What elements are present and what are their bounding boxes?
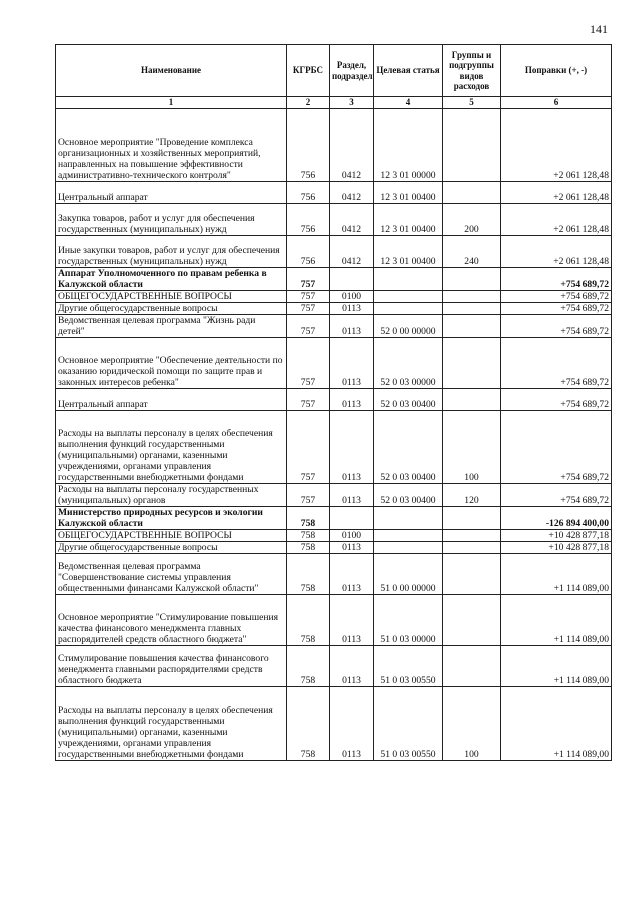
row-kgrbs-cell: 758 bbox=[287, 530, 330, 542]
column-number: 5 bbox=[443, 97, 501, 109]
table-row bbox=[56, 182, 612, 204]
header-target-item: Целевая статья bbox=[374, 45, 443, 97]
table-row bbox=[56, 204, 612, 236]
row-amount-cell: +754 689,72 bbox=[501, 338, 612, 389]
column-number: 4 bbox=[374, 97, 443, 109]
row-kgrbs-cell: 757 bbox=[287, 411, 330, 484]
row-amount-cell: +1 114 089,00 bbox=[501, 687, 612, 761]
row-amount-cell: +754 689,72 bbox=[501, 291, 612, 303]
row-name-cell: Расходы на выплаты персоналу в целях обеспечения выполнения функций государственными (муниципальными) органами, казенными учреждениями, органами управления государственными внебюджетными фондами bbox=[56, 687, 287, 761]
row-section-cell: 0412 bbox=[330, 182, 374, 204]
row-section-cell: 0113 bbox=[330, 646, 374, 687]
column-number: 3 bbox=[330, 97, 374, 109]
row-amount-cell: +2 061 128,48 bbox=[501, 204, 612, 236]
row-amount-cell: +10 428 877,18 bbox=[501, 542, 612, 554]
row-section-cell: 0113 bbox=[330, 389, 374, 411]
row-target-item-cell: 52 0 00 00000 bbox=[374, 315, 443, 338]
row-expense-group-cell bbox=[443, 182, 501, 204]
row-name-cell: Ведомственная целевая программа "Совершенствование системы управления общественными финансами Калужской области" bbox=[56, 554, 287, 595]
row-section-cell bbox=[330, 268, 374, 291]
row-kgrbs-cell: 758 bbox=[287, 646, 330, 687]
row-amount-cell: +754 689,72 bbox=[501, 411, 612, 484]
row-expense-group-cell: 100 bbox=[443, 687, 501, 761]
row-expense-group-cell bbox=[443, 109, 501, 182]
table-row bbox=[56, 268, 612, 291]
row-kgrbs-cell: 758 bbox=[287, 554, 330, 595]
table-row bbox=[56, 595, 612, 646]
row-section-cell: 0113 bbox=[330, 542, 374, 554]
header-kgrbs: КГРБС bbox=[287, 45, 330, 97]
row-expense-group-cell bbox=[443, 646, 501, 687]
row-expense-group-cell bbox=[443, 291, 501, 303]
row-kgrbs-cell: 756 bbox=[287, 204, 330, 236]
row-section-cell: 0113 bbox=[330, 484, 374, 507]
table-row bbox=[56, 554, 612, 595]
row-kgrbs-cell: 758 bbox=[287, 595, 330, 646]
column-number-row bbox=[56, 97, 612, 109]
header-row bbox=[56, 45, 612, 97]
table-row bbox=[56, 109, 612, 182]
row-target-item-cell: 52 0 03 00000 bbox=[374, 338, 443, 389]
column-number: 6 bbox=[501, 97, 612, 109]
row-name-cell: Основное мероприятие "Стимулирование повышения качества финансового менеджмента главных распорядителей средств областного бюджета" bbox=[56, 595, 287, 646]
row-target-item-cell bbox=[374, 530, 443, 542]
row-expense-group-cell: 200 bbox=[443, 204, 501, 236]
row-expense-group-cell bbox=[443, 554, 501, 595]
table-row bbox=[56, 646, 612, 687]
row-kgrbs-cell: 757 bbox=[287, 484, 330, 507]
header-section: Раздел, подраздел bbox=[330, 45, 374, 97]
row-target-item-cell: 12 3 01 00000 bbox=[374, 109, 443, 182]
row-amount-cell: +1 114 089,00 bbox=[501, 646, 612, 687]
row-name-cell: ОБЩЕГОСУДАРСТВЕННЫЕ ВОПРОСЫ bbox=[56, 530, 287, 542]
row-section-cell: 0412 bbox=[330, 236, 374, 268]
row-amount-cell: +1 114 089,00 bbox=[501, 554, 612, 595]
table-row bbox=[56, 411, 612, 484]
row-target-item-cell: 12 3 01 00400 bbox=[374, 182, 443, 204]
row-expense-group-cell: 100 bbox=[443, 411, 501, 484]
table-row bbox=[56, 291, 612, 303]
table-row bbox=[56, 687, 612, 761]
row-expense-group-cell bbox=[443, 303, 501, 315]
row-expense-group-cell bbox=[443, 338, 501, 389]
row-kgrbs-cell: 757 bbox=[287, 268, 330, 291]
row-kgrbs-cell: 758 bbox=[287, 507, 330, 530]
row-kgrbs-cell: 756 bbox=[287, 109, 330, 182]
row-name-cell: Основное мероприятие "Обеспечение деятельности по оказанию юридической помощи по защите прав и законных интересов ребенка" bbox=[56, 338, 287, 389]
row-amount-cell: +754 689,72 bbox=[501, 315, 612, 338]
table-row bbox=[56, 542, 612, 554]
column-number: 1 bbox=[56, 97, 287, 109]
row-expense-group-cell bbox=[443, 530, 501, 542]
row-target-item-cell: 52 0 03 00400 bbox=[374, 484, 443, 507]
budget-amendments-table bbox=[55, 44, 612, 761]
row-expense-group-cell: 120 bbox=[443, 484, 501, 507]
row-section-cell: 0412 bbox=[330, 204, 374, 236]
row-expense-group-cell bbox=[443, 389, 501, 411]
row-target-item-cell bbox=[374, 291, 443, 303]
row-kgrbs-cell: 758 bbox=[287, 542, 330, 554]
row-amount-cell: +754 689,72 bbox=[501, 484, 612, 507]
table-row bbox=[56, 236, 612, 268]
row-target-item-cell bbox=[374, 507, 443, 530]
row-name-cell: Ведомственная целевая программа "Жизнь ради детей" bbox=[56, 315, 287, 338]
header-expense-group: Группы и подгруппы видов расходов bbox=[443, 45, 501, 97]
row-section-cell: 0113 bbox=[330, 687, 374, 761]
row-expense-group-cell bbox=[443, 507, 501, 530]
row-target-item-cell: 51 0 03 00550 bbox=[374, 646, 443, 687]
row-target-item-cell: 51 0 03 00000 bbox=[374, 595, 443, 646]
row-target-item-cell: 12 3 01 00400 bbox=[374, 204, 443, 236]
row-expense-group-cell bbox=[443, 315, 501, 338]
row-target-item-cell: 51 0 00 00000 bbox=[374, 554, 443, 595]
row-expense-group-cell bbox=[443, 542, 501, 554]
row-name-cell: Стимулирование повышения качества финансового менеджмента главными распорядителями средств областного бюджета bbox=[56, 646, 287, 687]
row-amount-cell: +10 428 877,18 bbox=[501, 530, 612, 542]
row-amount-cell: +754 689,72 bbox=[501, 268, 612, 291]
row-amount-cell: +754 689,72 bbox=[501, 303, 612, 315]
row-target-item-cell bbox=[374, 268, 443, 291]
row-amount-cell: +754 689,72 bbox=[501, 389, 612, 411]
row-amount-cell: +2 061 128,48 bbox=[501, 236, 612, 268]
table-row bbox=[56, 484, 612, 507]
row-section-cell: 0100 bbox=[330, 291, 374, 303]
row-name-cell: Другие общегосударственные вопросы bbox=[56, 542, 287, 554]
row-name-cell: Расходы на выплаты персоналу государственных (муниципальных) органов bbox=[56, 484, 287, 507]
row-amount-cell: -126 894 400,00 bbox=[501, 507, 612, 530]
row-section-cell: 0100 bbox=[330, 530, 374, 542]
column-number: 2 bbox=[287, 97, 330, 109]
row-kgrbs-cell: 757 bbox=[287, 291, 330, 303]
row-expense-group-cell bbox=[443, 595, 501, 646]
table-row bbox=[56, 315, 612, 338]
row-name-cell: Министерство природных ресурсов и экологии Калужской области bbox=[56, 507, 287, 530]
table-row bbox=[56, 507, 612, 530]
row-expense-group-cell bbox=[443, 268, 501, 291]
table-row bbox=[56, 530, 612, 542]
row-section-cell: 0113 bbox=[330, 303, 374, 315]
row-kgrbs-cell: 758 bbox=[287, 687, 330, 761]
row-section-cell: 0113 bbox=[330, 411, 374, 484]
row-kgrbs-cell: 757 bbox=[287, 389, 330, 411]
row-target-item-cell: 51 0 03 00550 bbox=[374, 687, 443, 761]
row-name-cell: Центральный аппарат bbox=[56, 389, 287, 411]
row-name-cell: Другие общегосударственные вопросы bbox=[56, 303, 287, 315]
row-kgrbs-cell: 757 bbox=[287, 338, 330, 389]
header-name: Наименование bbox=[56, 45, 287, 97]
row-target-item-cell bbox=[374, 542, 443, 554]
row-kgrbs-cell: 756 bbox=[287, 236, 330, 268]
table-row bbox=[56, 303, 612, 315]
row-section-cell bbox=[330, 507, 374, 530]
row-name-cell: Расходы на выплаты персоналу в целях обеспечения выполнения функций государственными (муниципальными) органами, казенными учреждениями, органами управления государственными внебюджетными фондами bbox=[56, 411, 287, 484]
row-name-cell: Иные закупки товаров, работ и услуг для обеспечения государственных (муниципальных) нужд bbox=[56, 236, 287, 268]
row-name-cell: Закупка товаров, работ и услуг для обеспечения государственных (муниципальных) нужд bbox=[56, 204, 287, 236]
row-target-item-cell: 12 3 01 00400 bbox=[374, 236, 443, 268]
table-row bbox=[56, 338, 612, 389]
row-amount-cell: +2 061 128,48 bbox=[501, 182, 612, 204]
row-section-cell: 0113 bbox=[330, 595, 374, 646]
row-section-cell: 0412 bbox=[330, 109, 374, 182]
row-amount-cell: +1 114 089,00 bbox=[501, 595, 612, 646]
table-row bbox=[56, 389, 612, 411]
row-name-cell: Основное мероприятие "Проведение комплекса организационных и хозяйственных мероприятий, направленных на повышение эффективности административно-технического контроля" bbox=[56, 109, 287, 182]
row-name-cell: Аппарат Уполномоченного по правам ребенка в Калужской области bbox=[56, 268, 287, 291]
row-target-item-cell: 52 0 03 00400 bbox=[374, 389, 443, 411]
page-number: 141 bbox=[590, 22, 608, 36]
row-name-cell: ОБЩЕГОСУДАРСТВЕННЫЕ ВОПРОСЫ bbox=[56, 291, 287, 303]
row-expense-group-cell: 240 bbox=[443, 236, 501, 268]
row-kgrbs-cell: 757 bbox=[287, 303, 330, 315]
row-section-cell: 0113 bbox=[330, 338, 374, 389]
row-kgrbs-cell: 756 bbox=[287, 182, 330, 204]
row-name-cell: Центральный аппарат bbox=[56, 182, 287, 204]
row-section-cell: 0113 bbox=[330, 315, 374, 338]
row-section-cell: 0113 bbox=[330, 554, 374, 595]
row-target-item-cell bbox=[374, 303, 443, 315]
header-amendments: Поправки (+, -) bbox=[501, 45, 612, 97]
row-amount-cell: +2 061 128,48 bbox=[501, 109, 612, 182]
row-kgrbs-cell: 757 bbox=[287, 315, 330, 338]
row-target-item-cell: 52 0 03 00400 bbox=[374, 411, 443, 484]
